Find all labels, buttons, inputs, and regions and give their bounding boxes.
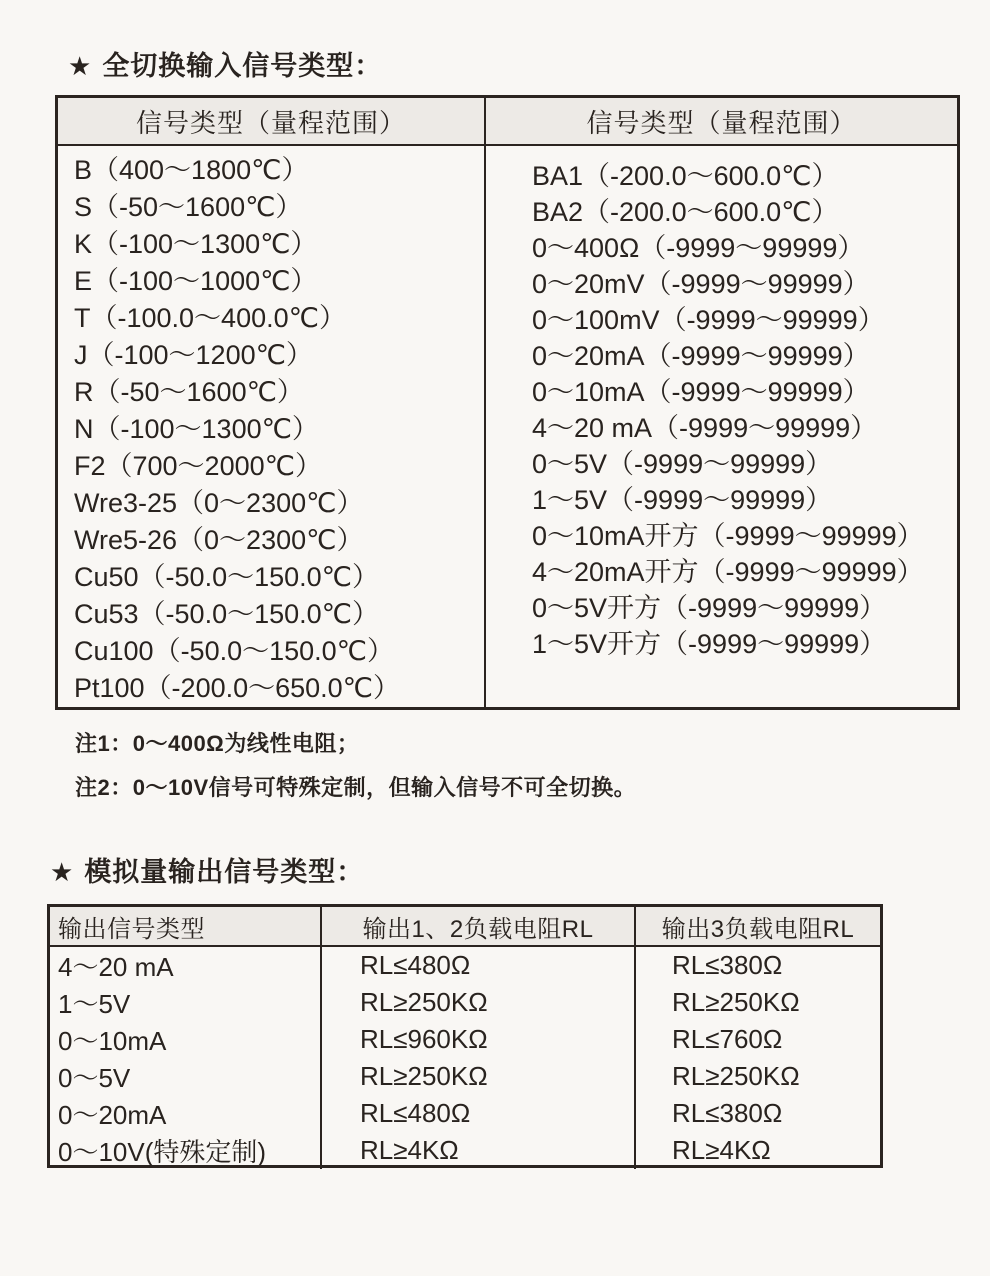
input-signal-row: 0～10mA（-9999～99999） bbox=[532, 377, 870, 407]
output-signal-title-text: 模拟量输出信号类型： bbox=[84, 857, 365, 887]
output-load-rl-3-cell: RL≥250KΩ bbox=[672, 987, 800, 1017]
output-table-row bbox=[50, 1021, 880, 1058]
output-load-rl-3-cell: RL≤760Ω bbox=[672, 1024, 783, 1054]
output-table-row bbox=[50, 947, 880, 984]
input-signal-row: 0～5V（-9999～99999） bbox=[532, 449, 833, 479]
output-table-header-signal-type: 输出信号类型 bbox=[50, 907, 322, 945]
input-signal-row: T（-100.0～400.0℃） bbox=[74, 303, 346, 333]
input-signal-row: F2（700～2000℃） bbox=[74, 451, 322, 481]
input-signal-section-title bbox=[68, 44, 382, 83]
input-signal-row: 0～100mV（-9999～99999） bbox=[532, 305, 885, 335]
input-signal-row: K（-100～1300℃） bbox=[74, 229, 318, 259]
input-table-left-column bbox=[58, 146, 486, 707]
star-icon: ★ bbox=[68, 51, 93, 81]
input-signal-row: Cu50（-50.0～150.0℃） bbox=[74, 562, 379, 592]
input-table-header-right: 信号类型（量程范围） bbox=[586, 107, 857, 138]
note-1: 注1：0～400Ω为线性电阻； bbox=[75, 731, 360, 756]
output-table-row bbox=[50, 1132, 880, 1169]
star-icon: ★ bbox=[50, 857, 75, 887]
output-table-row bbox=[50, 984, 880, 1021]
output-load-rl-3-cell: RL≤380Ω bbox=[672, 950, 783, 980]
output-load-rl-12-cell: RL≤480Ω bbox=[322, 1095, 636, 1132]
input-signal-title-text: 全切换输入信号类型： bbox=[102, 51, 383, 81]
output-load-rl-3-cell: RL≥250KΩ bbox=[672, 1061, 800, 1091]
output-signal-type-cell: 1～5V bbox=[50, 984, 322, 1021]
input-signal-row: 0～5V开方（-9999～99999） bbox=[532, 593, 887, 623]
input-signal-row: 0～10mA开方（-9999～99999） bbox=[532, 521, 924, 551]
input-table-body bbox=[58, 146, 957, 707]
output-signal-type-cell: 0～10V(特殊定制) bbox=[50, 1132, 322, 1169]
output-load-rl-12-cell: RL≥250KΩ bbox=[322, 984, 636, 1021]
output-load-rl-12-cell: RL≤480Ω bbox=[322, 947, 636, 984]
input-signal-table bbox=[55, 95, 960, 710]
output-table-header-load-rl-12: 输出1、2负载电阻RL bbox=[322, 907, 636, 945]
input-signal-row: 0～400Ω（-9999～99999） bbox=[532, 233, 865, 263]
input-signal-row: R（-50～1600℃） bbox=[74, 377, 304, 407]
input-table-header-row bbox=[58, 98, 957, 146]
output-table-row bbox=[50, 1058, 880, 1095]
input-signal-row: 1～5V（-9999～99999） bbox=[532, 485, 833, 515]
output-signal-type-cell: 0～5V bbox=[50, 1058, 322, 1095]
note-2: 注2：0～10V信号可特殊定制，但输入信号不可全切换。 bbox=[75, 775, 637, 800]
input-signal-row: 1～5V开方（-9999～99999） bbox=[532, 629, 887, 659]
output-table-header-row bbox=[50, 907, 880, 947]
output-load-rl-3-cell: RL≥4KΩ bbox=[672, 1135, 771, 1165]
input-signal-row: Wre5-26（0～2300℃） bbox=[74, 525, 364, 555]
output-signal-section-title bbox=[50, 850, 364, 889]
input-signal-row: E（-100～1000℃） bbox=[74, 266, 318, 296]
input-signal-row: N（-100～1300℃） bbox=[74, 414, 319, 444]
input-signal-row: 0～20mA（-9999～99999） bbox=[532, 341, 870, 371]
output-signal-table bbox=[47, 904, 883, 1168]
output-table-header-load-rl-3: 输出3负载电阻RL bbox=[661, 915, 855, 943]
input-signal-row: BA2（-200.0～600.0℃） bbox=[532, 197, 839, 227]
input-signal-row: 0～20mV（-9999～99999） bbox=[532, 269, 870, 299]
input-signal-row: Cu53（-50.0～150.0℃） bbox=[74, 599, 379, 629]
input-signal-row: 4～20 mA（-9999～99999） bbox=[532, 413, 878, 443]
input-table-right-column bbox=[486, 146, 957, 707]
output-signal-type-cell: 4～20 mA bbox=[50, 947, 322, 984]
output-load-rl-12-cell: RL≤960KΩ bbox=[322, 1021, 636, 1058]
input-signal-row: Wre3-25（0～2300℃） bbox=[74, 488, 364, 518]
input-signal-row: S（-50～1600℃） bbox=[74, 192, 303, 222]
output-table-row bbox=[50, 1095, 880, 1132]
input-signal-row: 4～20mA开方（-9999～99999） bbox=[532, 557, 924, 587]
output-load-rl-3-cell: RL≤380Ω bbox=[672, 1098, 783, 1128]
input-signal-row: Cu100（-50.0～150.0℃） bbox=[74, 636, 394, 666]
input-signal-row: BA1（-200.0～600.0℃） bbox=[532, 161, 839, 191]
output-signal-type-cell: 0～10mA bbox=[50, 1021, 322, 1058]
input-signal-row: Pt100（-200.0～650.0℃） bbox=[74, 673, 401, 703]
input-signal-row: J（-100～1200℃） bbox=[74, 340, 313, 370]
input-table-header-left: 信号类型（量程范围） bbox=[58, 98, 486, 144]
output-table-body bbox=[50, 947, 880, 1165]
output-load-rl-12-cell: RL≥250KΩ bbox=[322, 1058, 636, 1095]
output-load-rl-12-cell: RL≥4KΩ bbox=[322, 1132, 636, 1169]
input-signal-row: B（400～1800℃） bbox=[74, 155, 309, 185]
output-signal-type-cell: 0～20mA bbox=[50, 1095, 322, 1132]
